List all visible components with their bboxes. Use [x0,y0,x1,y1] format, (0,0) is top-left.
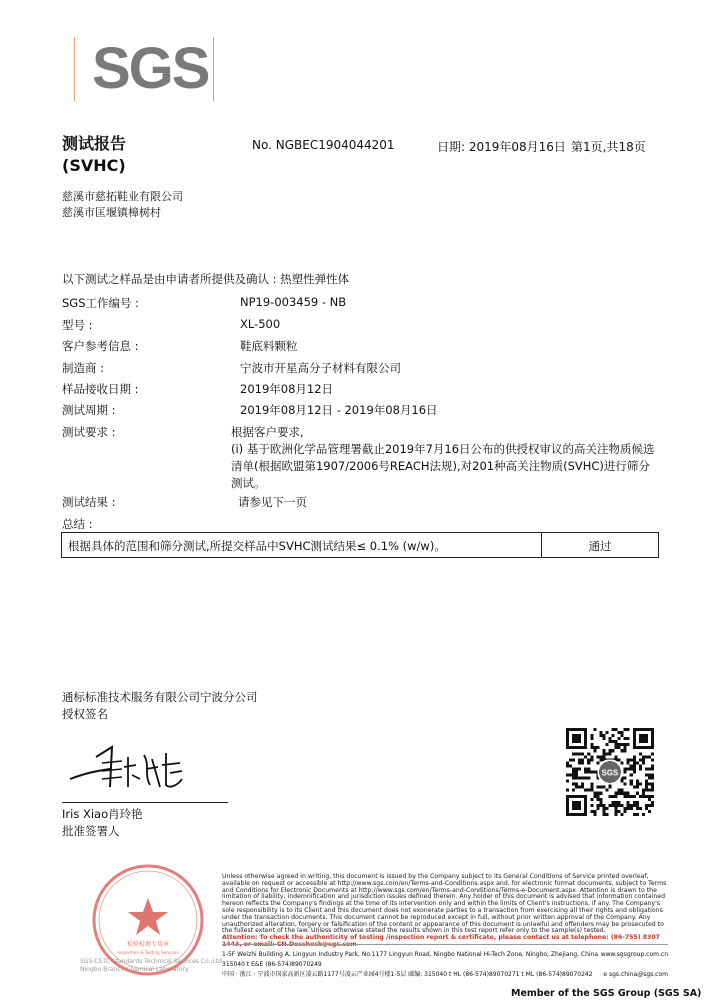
organization-block [62,689,258,723]
authenticity-attention: Attention: To check the authenticity of testing /inspection report & certificate, please contact us at telephone: (86-755) 8307 1443, or email: CN.Doccheck@sgs.com [222,934,660,948]
field-label-test-requirement: 测试要求 : [62,425,116,439]
authorized-signature-label: 授权签名 [62,707,108,721]
summary-verdict: 通过 [588,539,612,553]
report-title [62,133,126,177]
field-value-model: XL-500 [240,317,281,331]
field-label-model: 型号 : [62,318,93,332]
field-label-manufacturer: 制造商 : [62,361,105,375]
legal-disclaimer [222,874,668,949]
summary-table [61,532,659,558]
contact-email[interactable]: e sgs.china@sgs.com [603,971,668,978]
field-label-test-result: 测试结果 : [62,495,116,509]
qr-center-logo-text: SGS [601,768,619,778]
disclaimer-text: Unless otherwise agreed in writing, this document is issued by the Company subject to its General Conditions of Service printed overleaf, available on request or accessible at http://www.sgs.com/en/Terms-and-Conditions.aspx and, for electronic format documents, subject to Terms and Conditions for Electronic Documents at http://www.sgs.com/en/Terms-and-Conditions/Terms-e-Document.aspx. Attention is drawn to the limitation of liability, indemnification and jurisdiction issues defined therein. Any holder of this document is advised that information contained hereon reflects the Company's findings at the time of its intervention only and within the limits of Client's instructions, if any. The Company's sole responsibility is to its Client and this document does not exonerate parties to a transaction from exercising all their rights and obligations under the transaction documents. This document cannot be reproduced except in full, without prior written approval of the Company. Any unauthorized alteration, forgery or falsification of the content or appearance of this document is unlawful and offenders may be prosecuted to the fullest extent of the law. Unless otherwise stated the results shown in this test report refer only to the sample(s) tested. [222,873,667,935]
sample-intro: 以下测试之样品是由申请者所提供及确认 : 热塑性弹性体 [62,272,350,286]
client-block [62,189,183,221]
handwritten-signature [66,735,196,797]
svg-text:检验检测专用章: 检验检测专用章 [126,941,170,948]
signer-block [62,806,143,840]
report-date: 日期: 2019年08月16日 [437,140,566,154]
organization-name: 通标标准技术服务有限公司宁波分公司 [62,690,258,704]
signer-title: 批准签署人 [62,824,120,838]
website[interactable]: www.sgsgroup.com.cn [600,951,668,958]
field-value-client-ref: 鞋底料颗粒 [240,339,298,353]
field-label-test-period: 测试周期 : [62,403,116,417]
field-value-test-period: 2019年08月12日 - 2019年08月16日 [240,403,438,417]
field-label-job-no: SGS工作编号 : [62,296,140,310]
field-value-received-date: 2019年08月12日 [240,382,334,396]
qr-code[interactable] [566,728,654,816]
stamp-caption-line1: SGS-CSTC Standards Technical Services Co.,Ltd. [80,958,224,965]
address-row-en [222,950,668,970]
requirement-line-4: 测试。 [231,476,266,490]
svg-text:Inspection & Testing Services: Inspection & Testing Services [117,950,179,955]
address-cn: 中国 · 浙江 · 宁波市国家高新区凌云路1177号凌云产业园4号楼1-5层 邮编: 315040 t HL (86-574)89070271 t ML (86-574)89070242 [222,971,593,978]
signature-line [62,802,228,803]
summary-text: 根据具体的范围和筛分测试,所提交样品中SVHC测试结果≤ 0.1% (w/w)。 [62,533,542,557]
requirement-line-1: 根据客户要求, [231,425,304,439]
field-value-test-result: 请参见下一页 [238,495,307,509]
page-count: 第1页,共18页 [571,140,646,154]
address-row-cn [222,970,668,980]
sgs-logo: SGS [92,36,209,101]
signer-name: Iris Xiao肖玲艳 [62,807,143,821]
footer-divider [222,944,668,945]
test-requirement-text [231,424,681,492]
field-label-client-ref: 客户参考信息 : [62,339,139,353]
stamp-caption-line2: Ningbo Branch Chemical Laboratory [80,966,189,973]
field-value-job-no: NP19-003459 - NB [240,295,347,309]
requirement-line-2: (i) 基于欧洲化学品管理署截止2019年7月16日公布的供授权审议的高关注物质候选 [231,442,655,456]
client-address: 慈溪市匡堰镇樟树村 [62,206,161,219]
summary-label: 总结 : [62,517,93,531]
report-title-sub: (SVHC) [62,156,126,175]
address-en: 1-5F Weizhi Building A, Lingyun Industry Park, No.1177 Lingyun Road, Ningbo National Hi-Tech Zone, Ningbo, Zhejiang, China 315040 t E&E (86-574)89070249 [222,951,599,968]
office-address [222,950,668,980]
stamp-caption [80,958,224,974]
field-label-received-date: 样品接收日期 : [62,382,139,396]
field-value-manufacturer: 宁波市开星高分子材料有限公司 [240,361,401,375]
client-name: 慈溪市慈拓鞋业有限公司 [62,190,183,203]
report-title-main: 测试报告 [62,134,127,153]
report-number: No. NGBEC1904044201 [252,138,395,152]
requirement-line-3: 清单(根据欧盟第1907/2006号REACH法规),对201种高关注物质(SVHC)进行筛分 [231,459,650,473]
sgs-member-line: Member of the SGS Group (SGS SA) [511,988,702,999]
